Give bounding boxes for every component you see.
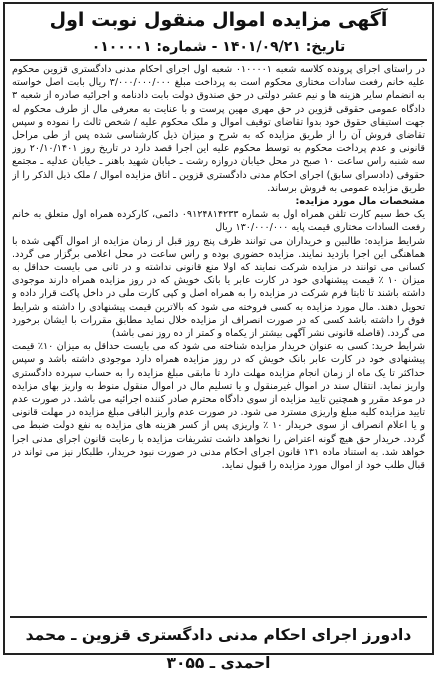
header-divider — [10, 59, 427, 61]
notice-date-number: تاریخ: ۱۴۰۱/۰۹/۲۱ - شماره: ۰۱۰۰۰۰۱ — [91, 39, 346, 55]
notice-body — [12, 63, 425, 611]
property-description: یک خط سیم کارت تلفن همراه اول به شماره ۰۹۱۲۴۸۱۴۲۳۳ دائمی، کارکرده همراه اول متعلق به خانم رفعت السادات مختاری قیمت پایه ۱۳۰/۰۰۰/۰۰۰ ریال — [12, 209, 425, 234]
purchase-conditions: شرایط خرید: کسی به عنوان خریدار مزایده شناخته می شود که می بایست حداقل به میزان ۱۰٪ قیمت پیشنهادی خود در کارت عابر بانک خویش که در روز مزایده همراه دارد موجودی داشته باشد و سپس حداکثر تا یک ماه از زمان انجام مزایده مهلت دارد تا مابقی مبلغ مزایده را به حساب سپرده دادگستری واریز نماید. انتقال سند در اموال غیرمنقول و یا تسلیم مال در اموال منقول منوط به واریز بهای مزایده در موعد مقرر و همچنین تایید مزایده از سوی دادگاه محترم صادر کننده اجرائیه می باشد. در صورت عدم تایید مزایده کلیه مبلغ واریزی مسترد می شود. در صورت عدم واریز الباقی مبلغ مزایده در مهلت قانونی و یا اعلام انصراف از سوی خریدار ۱۰ ٪ واریزی پس از کسر هزینه های مزایده به نفع دولت ضبط می گردد. خریدار حق هیچ گونه اعتراض را نخواهد داشت تشریفات مزایده با رعایت قانون اجرای مدنی اجرا خواهد شد. به استناد ماده ۱۳۱ قانون اجرای احکام مدنی در صورت نبود خریدار، طلبکار نیز می تواند در قبال طلب خود از اموال مورد مزایده را قبول نماید. — [12, 341, 425, 472]
footer-divider — [10, 616, 427, 618]
notice-signature: دادورز اجرای احکام مدنی دادگستری قزوین ـ محمد احمدی ـ ۳۰۵۵ — [25, 626, 412, 672]
notice-title: آگهی مزایده اموال منقول نوبت اول — [49, 9, 388, 31]
auction-conditions: شرایط مزایده: طالبین و خریداران می توانند ظرف پنج روز قبل از زمان مزایده از اموال آگهی شده با هماهنگی این اجرا بازدید نمایند. مزایده حضوری بوده و راس ساعت در محل اعلامی برگزار می گردد. کسانی می توانند در مزایده شرکت نمایند که اولا منع قانونی نداشته و در ثانی می بایست حداقل به میزان ۱۰ ٪ قیمت پیشنهادی خود در کارت عابر یا بانک خویش که در روز مزایده همراه دارند موجودی داشته باشند تا ثابتا فرم شرکت در مزایده را به همراه اصل و کپی کارت ملی در داخل پاکت قرار داده و تحویل دهند. مال مورد مزایده به کسی فروخته می شود که بالاترین قیمت پیشنهادی را داشته و شرایط فوق را داشته باشد کسی که در صورت انصراف از مزایده خلال نماید مطابق مقررات با ایشان برخورد می گردد. (قاصله قانونی نشر آگهی بیشتر از یکماه و کمتر از ده روز نمی باشد) — [12, 235, 425, 340]
property-heading: مشخصات مال مورد مزایده: — [295, 196, 425, 208]
intro-paragraph: در راستای اجرای پرونده کلاسه شعبه ۰۱۰۰۰۰۱ شعبه اول اجرای احکام مدنی دادگستری قزوین محکوم علیه خانم رفعت سادات مختاری محکوم است به پرداخت مبلغ ۳/۰۰۰/۰۰۰/۰۰۰ ریال بابت اصل خواسته به انضمام سایر هزینه ها و نیم عشر دولتی در حق صندوق دولت بابت دادنامه و اجرائیه صادره از شعبه ۳ دادگاه عمومی حقوقی قزوین در حق مهری مهین پرست و با عنایت به معرفی مال از طرف محکوم له جهت استیفای حقوق خود بدوا تقاضای توقیف اموال و ملک محکوم علیه / شخص ثالث را نموده و سپس تقاضای فروش آن را از طریق مزایده که به شرح و میزان ذیل کارشناسی شده پس از طی مراحل قانونی و عدم پرداخت محکوم به توسط محکوم علیه این اجرا قصد دارد در تاریخ روز ۲۰/۱۰/۱۴۰۱ روز سه شنبه راس ساعت ۱۰ صبح در محل خیابان دروازه رشت ـ خیابان شهید باهنر ـ خیابان عدلیه ـ مجتمع حقوقی (دادسرای سابق) اجرای احکام مدنی دادگستری قزوین ـ اتاق مزایده اموال / ملک ذیل الذکر را از طریق مزایده عمومی به فروش برساند. — [12, 64, 425, 194]
